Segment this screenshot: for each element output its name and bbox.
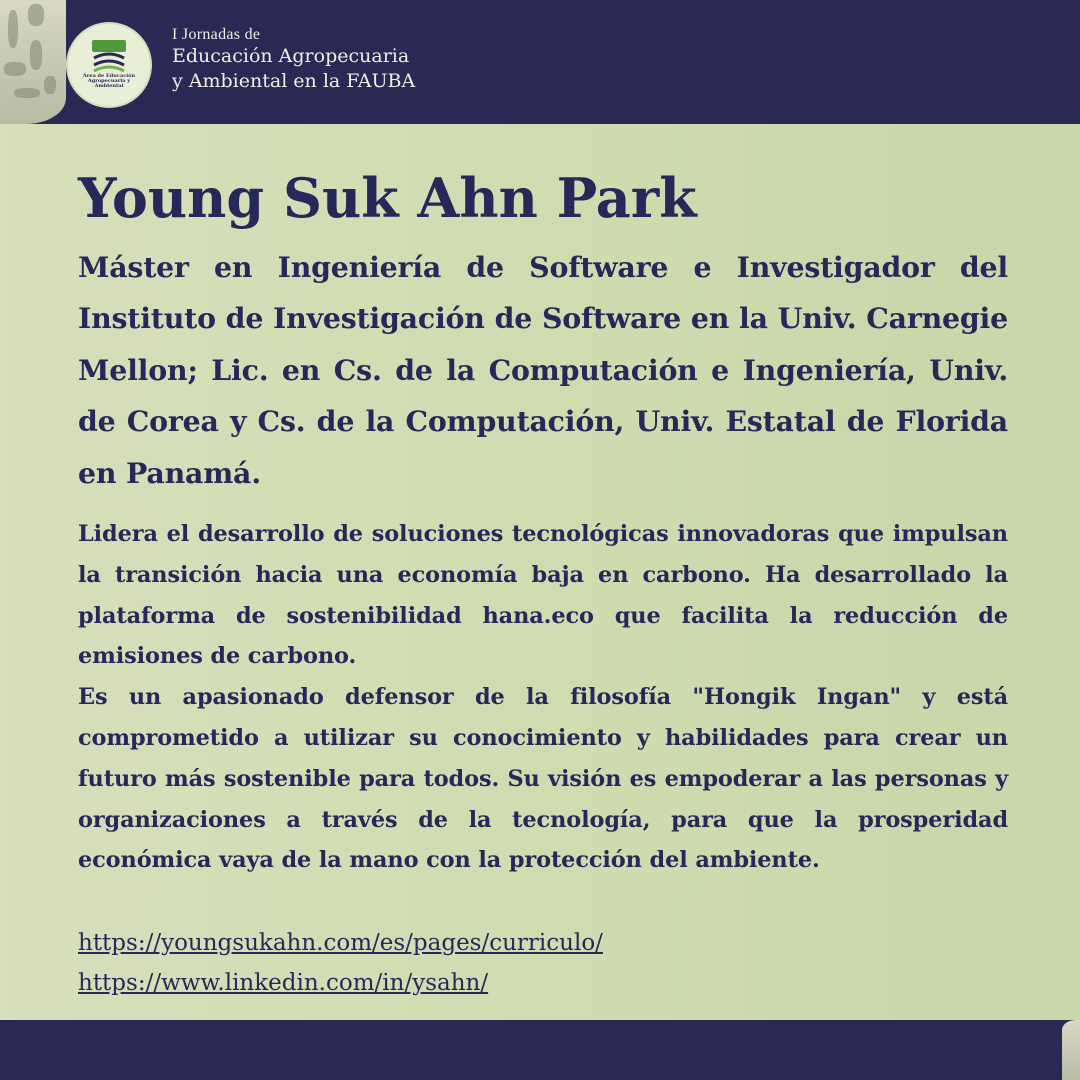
book-leaf-icon: [90, 38, 128, 72]
bio-paragraph: Lidera el desarrollo de soluciones tecnológicas innovadoras que impulsan la transición hacia una economía baja en carbono. Ha desarrollado la plataforma de sostenibilidad hana.eco que facilita la reducción de emisiones de carbono.: [78, 521, 1008, 670]
botanical-illustration: [0, 0, 66, 124]
website-link[interactable]: https://youngsukahn.com/es/pages/curriculo/: [78, 930, 603, 956]
footer-bar: [0, 1020, 1080, 1080]
speaker-links: [78, 923, 1008, 1003]
header-bar: [0, 0, 1080, 124]
event-logo: [68, 24, 150, 106]
speaker-bio: [78, 514, 1008, 881]
speaker-credentials: Máster en Ingeniería de Software e Investigador del Instituto de Investigación de Software en la Univ. Carnegie Mellon; Lic. en Cs. de la Computación e Ingeniería, Univ. de Corea y Cs. de la Computación, Univ. Estatal de Florida en Panamá.: [78, 250, 1008, 490]
event-title-line-2: y Ambiental en la FAUBA: [172, 70, 416, 92]
speaker-name: Young Suk Ahn Park: [78, 166, 697, 230]
event-kicker: I Jornadas de: [172, 26, 261, 43]
event-title-line-1: Educación Agropecuaria: [172, 45, 410, 67]
bio-paragraph: Es un apasionado defensor de la filosofía "Hongik Ingan" y está comprometido a utilizar su conocimiento y habilidades para crear un futuro más sostenible para todos. Su visión es empoderar a las personas y organizaciones a través de la tecnología, para que la prosperidad económica vaya de la mano con la protección del ambiente.: [78, 684, 1008, 874]
botanical-illustration-corner: [1062, 1020, 1080, 1080]
logo-caption: Área de Educación Agropecuaria y Ambiental: [82, 73, 136, 89]
linkedin-link[interactable]: https://www.linkedin.com/in/ysahn/: [78, 970, 489, 996]
